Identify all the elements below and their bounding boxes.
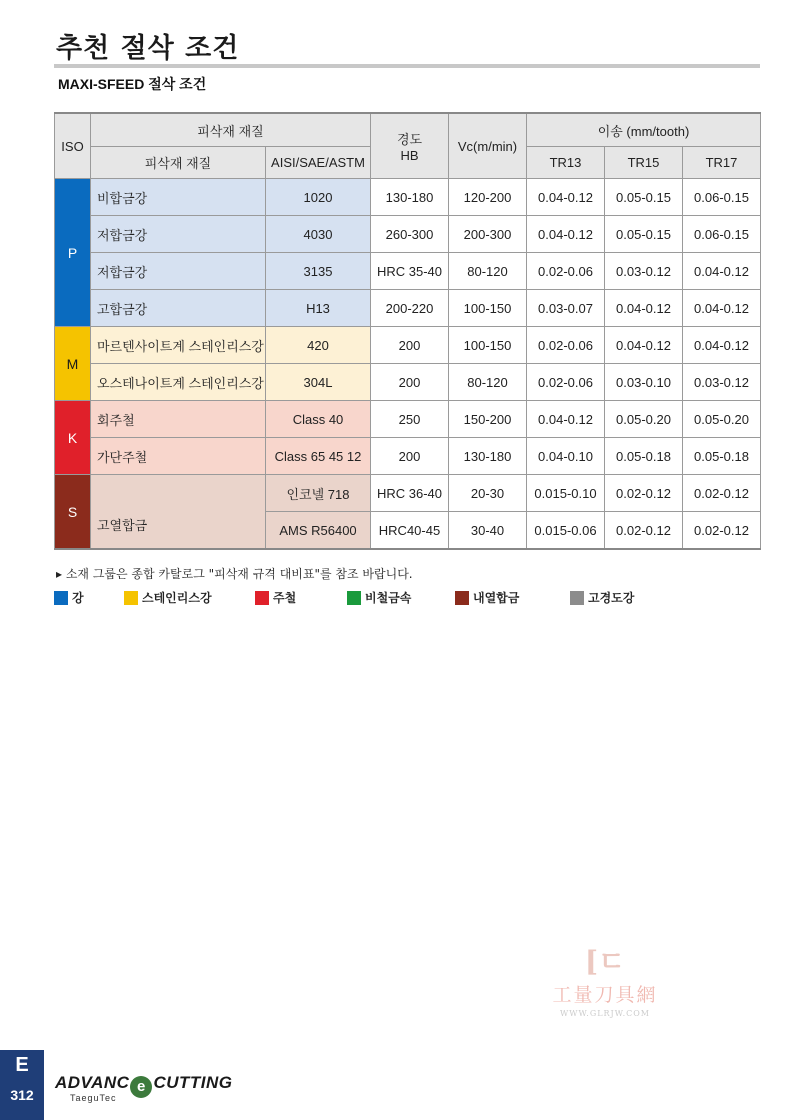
watermark-text: 工量刀具網 (552, 984, 658, 1006)
brand-left: ADVANC (55, 1073, 130, 1092)
standard-cell: H13 (266, 290, 371, 327)
tr13-cell: 0.02-0.06 (527, 327, 605, 364)
brand-e-icon: e (130, 1076, 152, 1098)
standard-cell: 4030 (266, 216, 371, 253)
tr13-cell: 0.04-0.12 (527, 179, 605, 216)
page-number: 312 (10, 1087, 34, 1103)
hardness-cell: 200 (371, 327, 449, 364)
tr15-cell: 0.04-0.12 (605, 327, 683, 364)
hardness-cell: HRC 36-40 (371, 475, 449, 512)
material-cell: 오스테나이트계 스테인리스강 (91, 364, 266, 401)
legend-label: 스테인리스강 (142, 591, 212, 605)
header-tr17: TR17 (683, 147, 761, 179)
standard-cell: 3135 (266, 253, 371, 290)
tr15-cell: 0.05-0.15 (605, 216, 683, 253)
header-hardness (371, 113, 449, 179)
vc-cell: 20-30 (449, 475, 527, 512)
material-cell: 고합금강 (91, 290, 266, 327)
tr15-cell: 0.05-0.20 (605, 401, 683, 438)
legend-swatch (570, 591, 584, 605)
tr17-cell: 0.06-0.15 (683, 216, 761, 253)
tr15-cell: 0.03-0.12 (605, 253, 683, 290)
brand-right: CUTTING (153, 1073, 233, 1092)
hardness-cell: HRC40-45 (371, 512, 449, 550)
watermark-logo-icon: [ㄷ (584, 945, 626, 978)
iso-badge-p: P (55, 179, 91, 327)
legend-swatch (347, 591, 361, 605)
hardness-cell: 260-300 (371, 216, 449, 253)
table-row (55, 216, 761, 253)
tr17-cell: 0.02-0.12 (683, 512, 761, 550)
legend-swatch (54, 591, 68, 605)
tr17-cell: 0.04-0.12 (683, 327, 761, 364)
legend-swatch (455, 591, 469, 605)
tr13-cell: 0.04-0.12 (527, 401, 605, 438)
legend-swatch (124, 591, 138, 605)
hardness-cell: 200-220 (371, 290, 449, 327)
tr13-cell: 0.04-0.12 (527, 216, 605, 253)
brand-subtitle: TaeguTec (70, 1093, 117, 1103)
hardness-cell: 200 (371, 438, 449, 475)
cutting-conditions-table (54, 112, 761, 550)
tr15-cell: 0.02-0.12 (605, 475, 683, 512)
tr13-cell: 0.02-0.06 (527, 364, 605, 401)
vc-cell: 150-200 (449, 401, 527, 438)
section-subtitle: MAXI-SFEED 절삭 조건 (58, 76, 207, 92)
standard-cell: Class 65 45 12 (266, 438, 371, 475)
tr17-cell: 0.03-0.12 (683, 364, 761, 401)
table-row (55, 475, 761, 512)
vc-cell: 120-200 (449, 179, 527, 216)
tr13-cell: 0.02-0.06 (527, 253, 605, 290)
header-feed: 이송 (mm/tooth) (527, 113, 761, 147)
header-iso: ISO (55, 113, 91, 179)
tr17-cell: 0.02-0.12 (683, 475, 761, 512)
table-row (55, 253, 761, 290)
header-hardness-line1: 경도 (396, 132, 423, 147)
iso-badge-s: S (55, 475, 91, 550)
legend-label: 주철 (273, 591, 297, 605)
legend-swatch (255, 591, 269, 605)
standard-cell: 304L (266, 364, 371, 401)
watermark-url: WWW.GLRJW.COM (560, 1009, 650, 1018)
legend-label: 고경도강 (588, 591, 635, 605)
hardness-cell: 130-180 (371, 179, 449, 216)
tr13-cell: 0.015-0.10 (527, 475, 605, 512)
material-cell: 가단주철 (91, 438, 266, 475)
legend-item-steel (54, 589, 84, 606)
tr17-cell: 0.06-0.15 (683, 179, 761, 216)
standard-cell: Class 40 (266, 401, 371, 438)
material-cell: 저합금강 (91, 253, 266, 290)
material-legend (54, 589, 754, 607)
header-material: 피삭재 재질 (91, 147, 266, 179)
vc-cell: 30-40 (449, 512, 527, 550)
tr17-cell: 0.05-0.18 (683, 438, 761, 475)
vc-cell: 80-120 (449, 364, 527, 401)
table-row (55, 179, 761, 216)
tr13-cell: 0.04-0.10 (527, 438, 605, 475)
tr15-cell: 0.05-0.18 (605, 438, 683, 475)
vc-cell: 100-150 (449, 327, 527, 364)
vc-cell: 100-150 (449, 290, 527, 327)
legend-item-hardened (570, 589, 634, 606)
header-vc: Vc(m/min) (449, 113, 527, 179)
hardness-cell: 250 (371, 401, 449, 438)
iso-badge-k: K (55, 401, 91, 475)
standard-cell: 인코넬 718 (266, 475, 371, 512)
table-row (55, 364, 761, 401)
legend-item-non-ferrous (347, 589, 411, 606)
material-cell: 고열합금 (91, 475, 266, 550)
table-row (55, 401, 761, 438)
vc-cell: 130-180 (449, 438, 527, 475)
iso-badge-m: M (55, 327, 91, 401)
legend-item-stainless (124, 589, 212, 606)
header-material-group: 피삭재 재질 (91, 113, 371, 147)
page-title: 추천 절삭 조건 (56, 33, 240, 64)
standard-cell: AMS R56400 (266, 512, 371, 550)
standard-cell: 420 (266, 327, 371, 364)
tr15-cell: 0.03-0.10 (605, 364, 683, 401)
header-hardness-line2: HB (400, 148, 419, 163)
header-tr13: TR13 (527, 147, 605, 179)
section-letter: E (15, 1054, 29, 1076)
tr13-cell: 0.03-0.07 (527, 290, 605, 327)
vc-cell: 200-300 (449, 216, 527, 253)
standard-cell: 1020 (266, 179, 371, 216)
material-cell: 비합금강 (91, 179, 266, 216)
legend-item-heat-resistant (455, 589, 519, 606)
tr15-cell: 0.02-0.12 (605, 512, 683, 550)
table-row (55, 327, 761, 364)
table-row (55, 438, 761, 475)
tr15-cell: 0.04-0.12 (605, 290, 683, 327)
section-tab (0, 1050, 44, 1120)
reference-note: ▸ 소재 그룹은 종합 카탈로그 "피삭재 규격 대비표"를 참조 바랍니다. (56, 567, 413, 581)
tr17-cell: 0.04-0.12 (683, 290, 761, 327)
header-tr15: TR15 (605, 147, 683, 179)
table-row (55, 290, 761, 327)
hardness-cell: HRC 35-40 (371, 253, 449, 290)
watermark (535, 940, 675, 1018)
header-standard: AISI/SAE/ASTM (266, 147, 371, 179)
vc-cell: 80-120 (449, 253, 527, 290)
tr17-cell: 0.05-0.20 (683, 401, 761, 438)
tr13-cell: 0.015-0.06 (527, 512, 605, 550)
legend-label: 비철금속 (365, 591, 412, 605)
legend-label: 강 (72, 591, 84, 605)
title-rule (54, 64, 760, 68)
hardness-cell: 200 (371, 364, 449, 401)
tr17-cell: 0.04-0.12 (683, 253, 761, 290)
material-cell: 회주철 (91, 401, 266, 438)
legend-item-cast-iron (255, 589, 296, 606)
legend-label: 내열합금 (473, 591, 520, 605)
material-cell: 저합금강 (91, 216, 266, 253)
material-cell: 마르텐사이트계 스테인리스강 (91, 327, 266, 364)
tr15-cell: 0.05-0.15 (605, 179, 683, 216)
